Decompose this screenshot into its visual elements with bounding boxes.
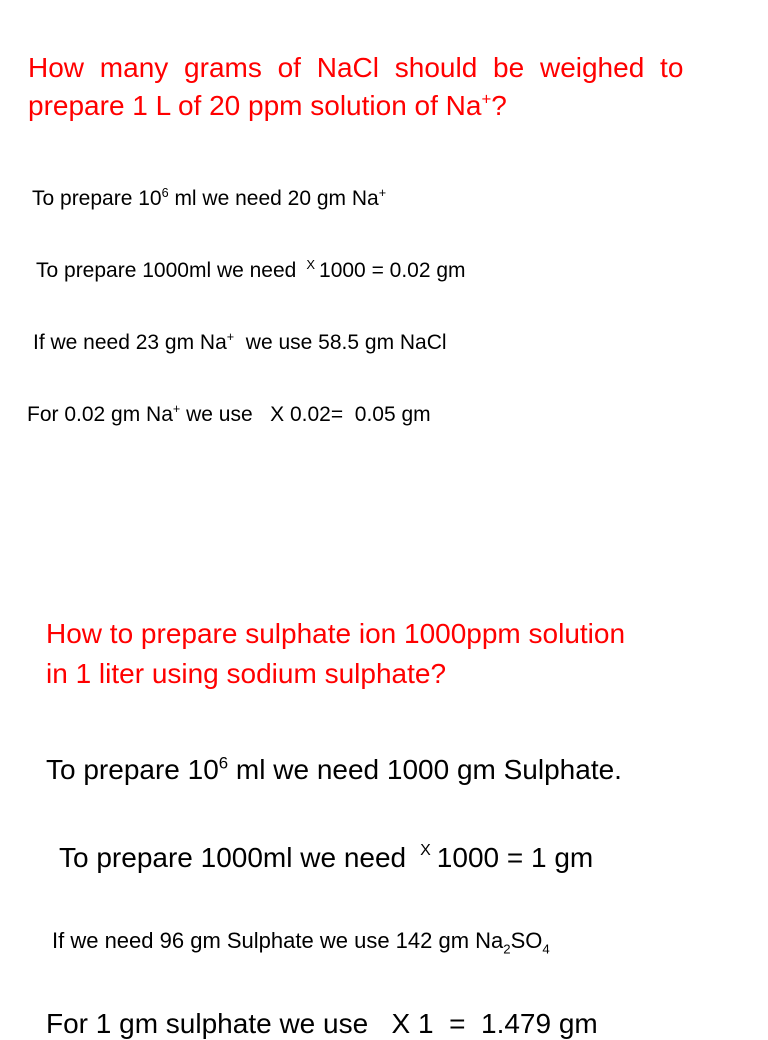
step-1-line-1 <box>32 187 386 211</box>
fraction-placeholder: X <box>306 257 316 272</box>
subscript: 4 <box>542 941 550 957</box>
step-text: we use X 0.02= 0.05 gm <box>180 403 431 426</box>
question-1 <box>28 52 728 122</box>
question-2-line-2: in 1 liter using sodium sulphate? <box>46 658 447 689</box>
superscript-plus: + <box>378 186 387 200</box>
step-text: If we need 23 gm Na <box>33 331 227 354</box>
step-2-line-3 <box>52 928 550 957</box>
superscript-plus: + <box>226 330 235 344</box>
question-1-line-1: How many grams of NaCl should be weighed to <box>28 52 684 83</box>
superscript-exponent: 6 <box>218 753 229 773</box>
step-text: 1000 = 0.02 gm <box>319 259 466 282</box>
step-2-line-2 <box>59 842 593 874</box>
step-text: For 0.02 gm Na <box>27 403 173 426</box>
step-1-line-2 <box>36 259 466 283</box>
question-1-line-2-text: prepare 1 L of 20 ppm solution of Na <box>28 90 482 121</box>
step-text: To prepare 10 <box>32 187 162 210</box>
question-2-line-1: How to prepare sulphate ion 1000ppm solution <box>46 618 626 649</box>
step-2-line-4: For 1 gm sulphate we use X 1 = 1.479 gm <box>46 1008 598 1039</box>
step-text: we use 58.5 gm NaCl <box>234 331 447 354</box>
superscript-exponent: 6 <box>161 186 169 200</box>
step-text: To prepare 10 <box>46 754 219 785</box>
superscript-plus: + <box>172 402 181 416</box>
step-text: 1000 = 1 gm <box>436 842 594 873</box>
superscript-plus: + <box>481 89 492 109</box>
step-text: If we need 96 gm Sulphate we use 142 gm Na <box>52 928 504 953</box>
step-text: SO <box>510 928 543 953</box>
step-text: To prepare 1000ml we need <box>59 842 407 873</box>
step-text: ml we need 1000 gm Sulphate. <box>228 754 622 785</box>
step-text: ml we need 20 gm Na <box>168 187 379 210</box>
question-mark: ? <box>491 90 507 121</box>
step-text: To prepare 1000ml we need <box>36 259 297 282</box>
step-2-line-1 <box>46 754 622 786</box>
step-1-line-3 <box>33 331 447 355</box>
step-1-line-4 <box>27 403 431 427</box>
question-1-line-2 <box>28 90 728 122</box>
subscript: 2 <box>503 941 511 957</box>
fraction-placeholder: X <box>420 842 431 859</box>
